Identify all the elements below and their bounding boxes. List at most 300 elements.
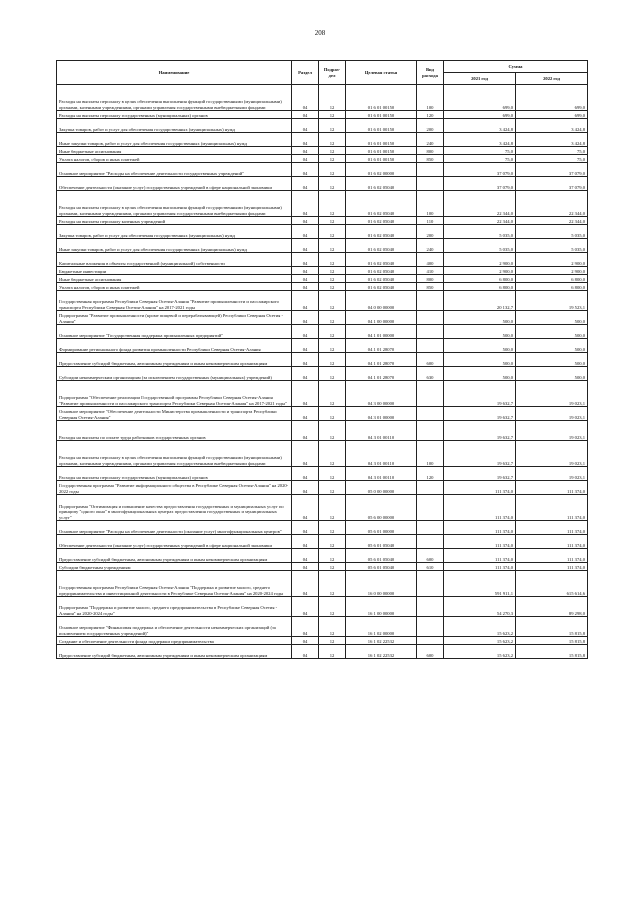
- row-sum-2021: 37 079,0: [444, 163, 516, 177]
- row-sum-2022: 2 900,0: [516, 253, 588, 267]
- table-row: [57, 645, 588, 659]
- row-razdel: 04: [292, 239, 319, 253]
- row-razdel: 04: [292, 535, 319, 549]
- row-name: Расходы на выплаты персоналу в целях обеспечения выполнения функций государственными (муниципальными) органами, казенными учреждениями, органами управления государственными внебюджетными фондами: [57, 191, 292, 217]
- row-vid: 200: [417, 225, 444, 239]
- row-razdel: 04: [292, 217, 319, 225]
- header-summa: Сумма: [444, 61, 588, 73]
- row-sum-2021: 500,0: [444, 311, 516, 325]
- row-razdel: 04: [292, 147, 319, 155]
- table-row: [57, 147, 588, 155]
- row-vid: 240: [417, 133, 444, 147]
- row-vid: 100: [417, 85, 444, 111]
- row-celevaya: 05 6 00 00000: [346, 495, 417, 521]
- row-vid: 800: [417, 147, 444, 155]
- row-sum-2022: 15 815,8: [516, 645, 588, 659]
- row-sum-2022: 19 023,1: [516, 421, 588, 441]
- row-celevaya: 16 1 02 22532: [346, 637, 417, 645]
- row-podrazdel: 12: [319, 571, 346, 597]
- row-sum-2022: 22 344,0: [516, 191, 588, 217]
- row-name: Расходы на выплаты персоналу казенных учреждений: [57, 217, 292, 225]
- row-name: Подпрограмма "Поддержка и развитие малого, среднего предпринимательства в Республике Северная Осетия - Алания" на 2020-2024 годы": [57, 597, 292, 617]
- row-vid: [417, 617, 444, 637]
- row-vid: 800: [417, 275, 444, 283]
- row-sum-2021: 6 800,0: [444, 283, 516, 291]
- table-row: [57, 111, 588, 119]
- row-vid: 100: [417, 191, 444, 217]
- table-row: [57, 367, 588, 381]
- header-year-2022: 2022 год: [516, 73, 588, 85]
- row-sum-2021: 19 632,7: [444, 407, 516, 421]
- row-name: Государственная программа Республики Северная Осетия-Алания "Поддержка и развитие малого, среднего предпринимательства и инвестиционной деятельности в Республике Северная Осетия-Алания" на 2020-2024 годы: [57, 571, 292, 597]
- row-podrazdel: 12: [319, 191, 346, 217]
- table-row: [57, 637, 588, 645]
- table-row: [57, 239, 588, 253]
- row-vid: 120: [417, 111, 444, 119]
- row-sum-2022: 111 374,0: [516, 535, 588, 549]
- row-celevaya: 01 6 02 05040: [346, 275, 417, 283]
- row-celevaya: 04 0 00 00000: [346, 291, 417, 311]
- row-sum-2021: 15 623,2: [444, 645, 516, 659]
- row-vid: [417, 381, 444, 407]
- table-row: [57, 191, 588, 217]
- row-name: Уплата налогов, сборов и иных платежей: [57, 283, 292, 291]
- row-sum-2021: 22 344,0: [444, 191, 516, 217]
- table-row: [57, 133, 588, 147]
- row-sum-2022: 75,0: [516, 155, 588, 163]
- row-celevaya: 05 6 01 05040: [346, 535, 417, 549]
- row-celevaya: 04 3 00 00000: [346, 381, 417, 407]
- row-razdel: 04: [292, 637, 319, 645]
- row-vid: 600: [417, 645, 444, 659]
- row-celevaya: 01 6 01 00150: [346, 119, 417, 133]
- row-celevaya: 04 1 01 28070: [346, 367, 417, 381]
- row-sum-2022: 89 298,0: [516, 597, 588, 617]
- row-celevaya: 01 6 01 00150: [346, 155, 417, 163]
- row-name: Расходы на выплаты по оплате труда работников государственных органов: [57, 421, 292, 441]
- table-row: [57, 253, 588, 267]
- row-name: Государственная программа "Развитие информационного общества в Республике Северная Осетия-Алания" на 2020-2022 годы: [57, 481, 292, 495]
- row-name: Предоставление субсидий бюджетным, автономным учреждениям и иным некоммерческим организациям: [57, 549, 292, 563]
- table-row: [57, 597, 588, 617]
- row-sum-2022: 19 023,1: [516, 407, 588, 421]
- table-row: [57, 549, 588, 563]
- row-razdel: 04: [292, 111, 319, 119]
- table-row: [57, 339, 588, 353]
- row-sum-2022: 19 023,1: [516, 441, 588, 467]
- header-razdel: Раздел: [292, 61, 319, 85]
- row-sum-2022: 111 374,0: [516, 481, 588, 495]
- row-razdel: 04: [292, 163, 319, 177]
- row-sum-2021: 54 270,3: [444, 597, 516, 617]
- row-sum-2021: 19 632,7: [444, 381, 516, 407]
- row-razdel: 04: [292, 481, 319, 495]
- row-name: Предоставление субсидий бюджетным, автономным учреждениям и иным некоммерческим организациям: [57, 645, 292, 659]
- row-podrazdel: 12: [319, 325, 346, 339]
- row-sum-2021: 3 424,8: [444, 133, 516, 147]
- row-name: Создание и обеспечение деятельности фонда поддержки предпринимательства: [57, 637, 292, 645]
- table-row: [57, 267, 588, 275]
- row-vid: 400: [417, 253, 444, 267]
- row-celevaya: 01 6 02 05040: [346, 253, 417, 267]
- row-vid: 850: [417, 283, 444, 291]
- row-podrazdel: 12: [319, 147, 346, 155]
- table-row: [57, 275, 588, 283]
- row-sum-2021: 22 344,0: [444, 217, 516, 225]
- row-razdel: 04: [292, 275, 319, 283]
- row-razdel: 04: [292, 467, 319, 481]
- table-row: [57, 177, 588, 191]
- row-sum-2021: 699,0: [444, 111, 516, 119]
- row-podrazdel: 12: [319, 283, 346, 291]
- row-name: Обеспечение деятельности (оказание услуг) государственных учреждений в сфере национальной экономики: [57, 535, 292, 549]
- table-row: [57, 291, 588, 311]
- row-razdel: 04: [292, 495, 319, 521]
- row-razdel: 04: [292, 339, 319, 353]
- row-sum-2022: 6 800,0: [516, 283, 588, 291]
- row-podrazdel: 12: [319, 275, 346, 283]
- row-podrazdel: 12: [319, 521, 346, 535]
- row-razdel: 04: [292, 521, 319, 535]
- row-vid: 110: [417, 217, 444, 225]
- header-name: Наименование: [57, 61, 292, 85]
- row-razdel: 04: [292, 267, 319, 275]
- row-sum-2022: 699,0: [516, 85, 588, 111]
- row-razdel: 04: [292, 133, 319, 147]
- row-podrazdel: 12: [319, 467, 346, 481]
- row-sum-2022: 699,0: [516, 111, 588, 119]
- row-name: Расходы на выплаты персоналу государственных (муниципальных) органов: [57, 111, 292, 119]
- table-body: [57, 85, 588, 659]
- row-sum-2021: 2 900,0: [444, 267, 516, 275]
- row-celevaya: 01 6 02 05040: [346, 177, 417, 191]
- row-name: Иные бюджетные ассигнования: [57, 147, 292, 155]
- row-razdel: 04: [292, 549, 319, 563]
- table-row: [57, 617, 588, 637]
- table-row: [57, 85, 588, 111]
- table-row: [57, 381, 588, 407]
- row-sum-2021: 15 623,2: [444, 637, 516, 645]
- row-celevaya: 01 6 01 00150: [346, 147, 417, 155]
- row-sum-2022: 19 023,1: [516, 467, 588, 481]
- row-celevaya: 16 0 00 00000: [346, 571, 417, 597]
- table-row: [57, 495, 588, 521]
- row-sum-2021: 19 632,7: [444, 421, 516, 441]
- table-row: [57, 217, 588, 225]
- row-vid: [417, 571, 444, 597]
- row-podrazdel: 12: [319, 481, 346, 495]
- row-sum-2022: 15 815,8: [516, 617, 588, 637]
- row-name: Расходы на выплаты персоналу в целях обеспечения выполнения функций государственными (муниципальными) органами, казенными учреждениями, органами управления государственными внебюджетными фондами: [57, 441, 292, 467]
- table-row: [57, 225, 588, 239]
- row-sum-2021: 5 035,0: [444, 239, 516, 253]
- table-row: [57, 119, 588, 133]
- row-podrazdel: 12: [319, 367, 346, 381]
- row-sum-2021: 75,0: [444, 155, 516, 163]
- row-name: Капитальные вложения в объекты государственной (муниципальной) собственности: [57, 253, 292, 267]
- row-podrazdel: 12: [319, 133, 346, 147]
- row-podrazdel: 12: [319, 225, 346, 239]
- row-sum-2022: 2 900,0: [516, 267, 588, 275]
- row-sum-2021: 6 800,0: [444, 275, 516, 283]
- table-row: [57, 311, 588, 325]
- table-row: [57, 353, 588, 367]
- row-vid: [417, 535, 444, 549]
- row-celevaya: 01 6 02 00000: [346, 163, 417, 177]
- row-razdel: 04: [292, 571, 319, 597]
- row-razdel: 04: [292, 367, 319, 381]
- row-vid: 200: [417, 119, 444, 133]
- row-vid: [417, 325, 444, 339]
- row-name: Формирование регионального фонда развития промышленности Республики Северная Осетия-Алания: [57, 339, 292, 353]
- row-sum-2022: 75,0: [516, 147, 588, 155]
- row-vid: [417, 291, 444, 311]
- row-razdel: 04: [292, 119, 319, 133]
- table-row: [57, 325, 588, 339]
- table-row: [57, 421, 588, 441]
- row-vid: 600: [417, 549, 444, 563]
- row-sum-2021: 111 374,0: [444, 549, 516, 563]
- row-podrazdel: 12: [319, 217, 346, 225]
- row-celevaya: 01 6 02 05040: [346, 239, 417, 253]
- row-vid: 630: [417, 367, 444, 381]
- row-sum-2022: 22 344,0: [516, 217, 588, 225]
- row-name: Субсидии бюджетным учреждениям: [57, 563, 292, 571]
- row-sum-2021: 19 632,7: [444, 467, 516, 481]
- row-vid: [417, 521, 444, 535]
- table-row: [57, 563, 588, 571]
- row-sum-2022: 111 374,0: [516, 521, 588, 535]
- row-sum-2021: 15 623,2: [444, 617, 516, 637]
- row-celevaya: 16 1 02 22532: [346, 645, 417, 659]
- row-sum-2021: 591 911,1: [444, 571, 516, 597]
- row-name: Субсидии некоммерческим организациям (за исключением государственных (муниципальных) учреждений): [57, 367, 292, 381]
- row-podrazdel: 12: [319, 407, 346, 421]
- row-vid: [417, 339, 444, 353]
- row-podrazdel: 12: [319, 311, 346, 325]
- row-sum-2022: 5 035,0: [516, 239, 588, 253]
- row-sum-2021: 699,0: [444, 85, 516, 111]
- row-podrazdel: 12: [319, 239, 346, 253]
- row-sum-2022: 500,0: [516, 325, 588, 339]
- row-sum-2022: 19 023,1: [516, 381, 588, 407]
- row-sum-2022: 500,0: [516, 311, 588, 325]
- row-sum-2022: 5 035,0: [516, 225, 588, 239]
- row-sum-2022: 3 424,8: [516, 133, 588, 147]
- row-name: Подпрограмма "Оптимизация и повышение качества предоставления государственных и муниципальных услуг по принципу "одного окна" в многофункциональных центрах предоставления государственных и муниципальных услуг": [57, 495, 292, 521]
- row-razdel: 04: [292, 617, 319, 637]
- header-celevaya: Целевая статья: [346, 61, 417, 85]
- row-podrazdel: 12: [319, 617, 346, 637]
- page-number: 208: [314, 29, 326, 37]
- row-vid: [417, 163, 444, 177]
- row-sum-2021: 500,0: [444, 367, 516, 381]
- row-vid: 100: [417, 441, 444, 467]
- row-podrazdel: 12: [319, 119, 346, 133]
- row-sum-2022: 500,0: [516, 353, 588, 367]
- row-podrazdel: 12: [319, 597, 346, 617]
- row-podrazdel: 12: [319, 645, 346, 659]
- row-celevaya: 05 6 01 05040: [346, 563, 417, 571]
- row-razdel: 04: [292, 353, 319, 367]
- row-celevaya: 01 6 01 00150: [346, 133, 417, 147]
- row-podrazdel: 12: [319, 549, 346, 563]
- row-vid: 600: [417, 353, 444, 367]
- row-sum-2021: 3 424,8: [444, 119, 516, 133]
- row-vid: [417, 597, 444, 617]
- row-vid: [417, 637, 444, 645]
- table-row: [57, 521, 588, 535]
- row-razdel: 04: [292, 645, 319, 659]
- row-podrazdel: 12: [319, 353, 346, 367]
- row-razdel: 04: [292, 407, 319, 421]
- header-vid: Вид расхода: [417, 61, 444, 85]
- row-name: Предоставление субсидий бюджетным, автономным учреждениям и иным некоммерческим организациям: [57, 353, 292, 367]
- row-vid: 610: [417, 563, 444, 571]
- row-celevaya: 05 6 01 00000: [346, 521, 417, 535]
- row-vid: 120: [417, 467, 444, 481]
- row-name: Закупка товаров, работ и услуг для обеспечения государственных (муниципальных) нужд: [57, 119, 292, 133]
- table-row: [57, 407, 588, 421]
- row-sum-2022: 500,0: [516, 339, 588, 353]
- row-name: Подпрограмма "Обеспечение реализации Государственной программы Республики Северная Осетия-Алания "Развитие промышленности и пассажирского транспорта Республики Северная Осетия-Алания" на 2017-2021 годы": [57, 381, 292, 407]
- row-celevaya: 04 1 01 28070: [346, 339, 417, 353]
- row-celevaya: 04 3 01 00110: [346, 467, 417, 481]
- row-celevaya: 01 6 02 05040: [346, 191, 417, 217]
- row-razdel: 04: [292, 191, 319, 217]
- row-celevaya: 04 1 01 00000: [346, 325, 417, 339]
- row-podrazdel: 12: [319, 421, 346, 441]
- row-razdel: 04: [292, 283, 319, 291]
- table-row: [57, 155, 588, 163]
- row-sum-2022: 500,0: [516, 367, 588, 381]
- row-celevaya: 01 6 01 00150: [346, 111, 417, 119]
- row-sum-2021: 37 079,0: [444, 177, 516, 191]
- row-sum-2021: 111 374,0: [444, 521, 516, 535]
- row-razdel: 04: [292, 325, 319, 339]
- row-sum-2022: 111 374,0: [516, 563, 588, 571]
- row-sum-2022: 37 079,0: [516, 163, 588, 177]
- row-celevaya: 04 1 01 28070: [346, 353, 417, 367]
- row-sum-2022: 111 374,0: [516, 495, 588, 521]
- row-name: Основное мероприятие "Расходы на обеспечение деятельности (оказание услуг) многофункциональных центров": [57, 521, 292, 535]
- row-name: Основное мероприятие "Расходы на обеспечение деятельности государственных учреждений": [57, 163, 292, 177]
- row-name: Основное мероприятие "Обеспечение деятельности Министерства промышленности и транспорта Республики Северная Осетия-Алания": [57, 407, 292, 421]
- row-celevaya: 16 1 00 00000: [346, 597, 417, 617]
- row-razdel: 04: [292, 177, 319, 191]
- row-sum-2021: 2 900,0: [444, 253, 516, 267]
- table-row: [57, 467, 588, 481]
- table-row: [57, 571, 588, 597]
- row-razdel: 04: [292, 253, 319, 267]
- row-vid: [417, 407, 444, 421]
- row-celevaya: 04 3 01 00110: [346, 441, 417, 467]
- row-podrazdel: 12: [319, 381, 346, 407]
- row-sum-2021: 111 374,0: [444, 481, 516, 495]
- row-name: Закупка товаров, работ и услуг для обеспечения государственных (муниципальных) нужд: [57, 225, 292, 239]
- row-name: Расходы на выплаты персоналу в целях обеспечения выполнения функций государственными (муниципальными) органами, казенными учреждениями, органами управления государственными внебюджетными фондами: [57, 85, 292, 111]
- row-name: Государственная программа Республики Северная Осетия-Алания "Развитие промышленности и пассажирского транспорта Республики Северная Осетия-Алания" на 2017-2021 годы: [57, 291, 292, 311]
- table-row: [57, 441, 588, 467]
- row-podrazdel: 12: [319, 535, 346, 549]
- row-name: Основное мероприятие "Государственная поддержка промышленных предприятий": [57, 325, 292, 339]
- row-celevaya: 05 0 00 00000: [346, 481, 417, 495]
- header-podrazdel: Подраз- дел: [319, 61, 346, 85]
- row-celevaya: 16 1 02 00000: [346, 617, 417, 637]
- row-celevaya: 04 1 00 00000: [346, 311, 417, 325]
- row-vid: 850: [417, 155, 444, 163]
- row-podrazdel: 12: [319, 85, 346, 111]
- row-vid: [417, 495, 444, 521]
- header-year-2021: 2021 год: [444, 73, 516, 85]
- table-row: [57, 535, 588, 549]
- row-razdel: 04: [292, 597, 319, 617]
- row-podrazdel: 12: [319, 177, 346, 191]
- row-name: Основное мероприятие "Финансовая поддержка и обеспечение деятельности некоммерческих организаций (за исключением государственных учреждений)": [57, 617, 292, 637]
- row-vid: 410: [417, 267, 444, 275]
- row-celevaya: 01 6 02 05040: [346, 267, 417, 275]
- row-sum-2021: 111 374,0: [444, 535, 516, 549]
- row-podrazdel: 12: [319, 111, 346, 119]
- row-sum-2022: 15 815,8: [516, 637, 588, 645]
- row-celevaya: 01 6 01 00150: [346, 85, 417, 111]
- row-razdel: 04: [292, 311, 319, 325]
- row-sum-2021: 111 374,0: [444, 563, 516, 571]
- row-name: Уплата налогов, сборов и иных платежей: [57, 155, 292, 163]
- row-razdel: 04: [292, 155, 319, 163]
- row-name: Бюджетные инвестиции: [57, 267, 292, 275]
- row-sum-2022: 19 523,1: [516, 291, 588, 311]
- row-celevaya: 05 6 01 05040: [346, 549, 417, 563]
- row-name: Обеспечение деятельности (оказание услуг) государственных учреждений в сфере национальной экономики: [57, 177, 292, 191]
- row-podrazdel: 12: [319, 267, 346, 275]
- row-vid: [417, 421, 444, 441]
- row-razdel: 04: [292, 291, 319, 311]
- row-razdel: 04: [292, 563, 319, 571]
- row-vid: 240: [417, 239, 444, 253]
- row-name: Иные бюджетные ассигнования: [57, 275, 292, 283]
- row-podrazdel: 12: [319, 291, 346, 311]
- row-sum-2022: 615 614,6: [516, 571, 588, 597]
- row-podrazdel: 12: [319, 441, 346, 467]
- row-celevaya: 01 6 02 05040: [346, 217, 417, 225]
- row-podrazdel: 12: [319, 495, 346, 521]
- budget-table: [56, 60, 588, 659]
- table-row: [57, 283, 588, 291]
- row-name: Расходы на выплаты персоналу государственных (муниципальных) органов: [57, 467, 292, 481]
- row-podrazdel: 12: [319, 637, 346, 645]
- row-sum-2022: 6 800,0: [516, 275, 588, 283]
- row-podrazdel: 12: [319, 253, 346, 267]
- row-razdel: 04: [292, 225, 319, 239]
- row-celevaya: 04 3 01 00000: [346, 407, 417, 421]
- row-celevaya: 04 3 01 00110: [346, 421, 417, 441]
- row-sum-2021: 500,0: [444, 339, 516, 353]
- row-razdel: 04: [292, 85, 319, 111]
- row-celevaya: 01 6 02 05040: [346, 283, 417, 291]
- row-sum-2021: 5 035,0: [444, 225, 516, 239]
- row-podrazdel: 12: [319, 563, 346, 571]
- row-vid: [417, 311, 444, 325]
- row-sum-2021: 75,0: [444, 147, 516, 155]
- row-podrazdel: 12: [319, 155, 346, 163]
- row-name: Иные закупки товаров, работ и услуг для обеспечения государственных (муниципальных) нужд: [57, 133, 292, 147]
- table-row: [57, 481, 588, 495]
- row-podrazdel: 12: [319, 339, 346, 353]
- row-sum-2021: 19 632,7: [444, 441, 516, 467]
- row-celevaya: 01 6 02 05040: [346, 225, 417, 239]
- row-sum-2021: 20 132,7: [444, 291, 516, 311]
